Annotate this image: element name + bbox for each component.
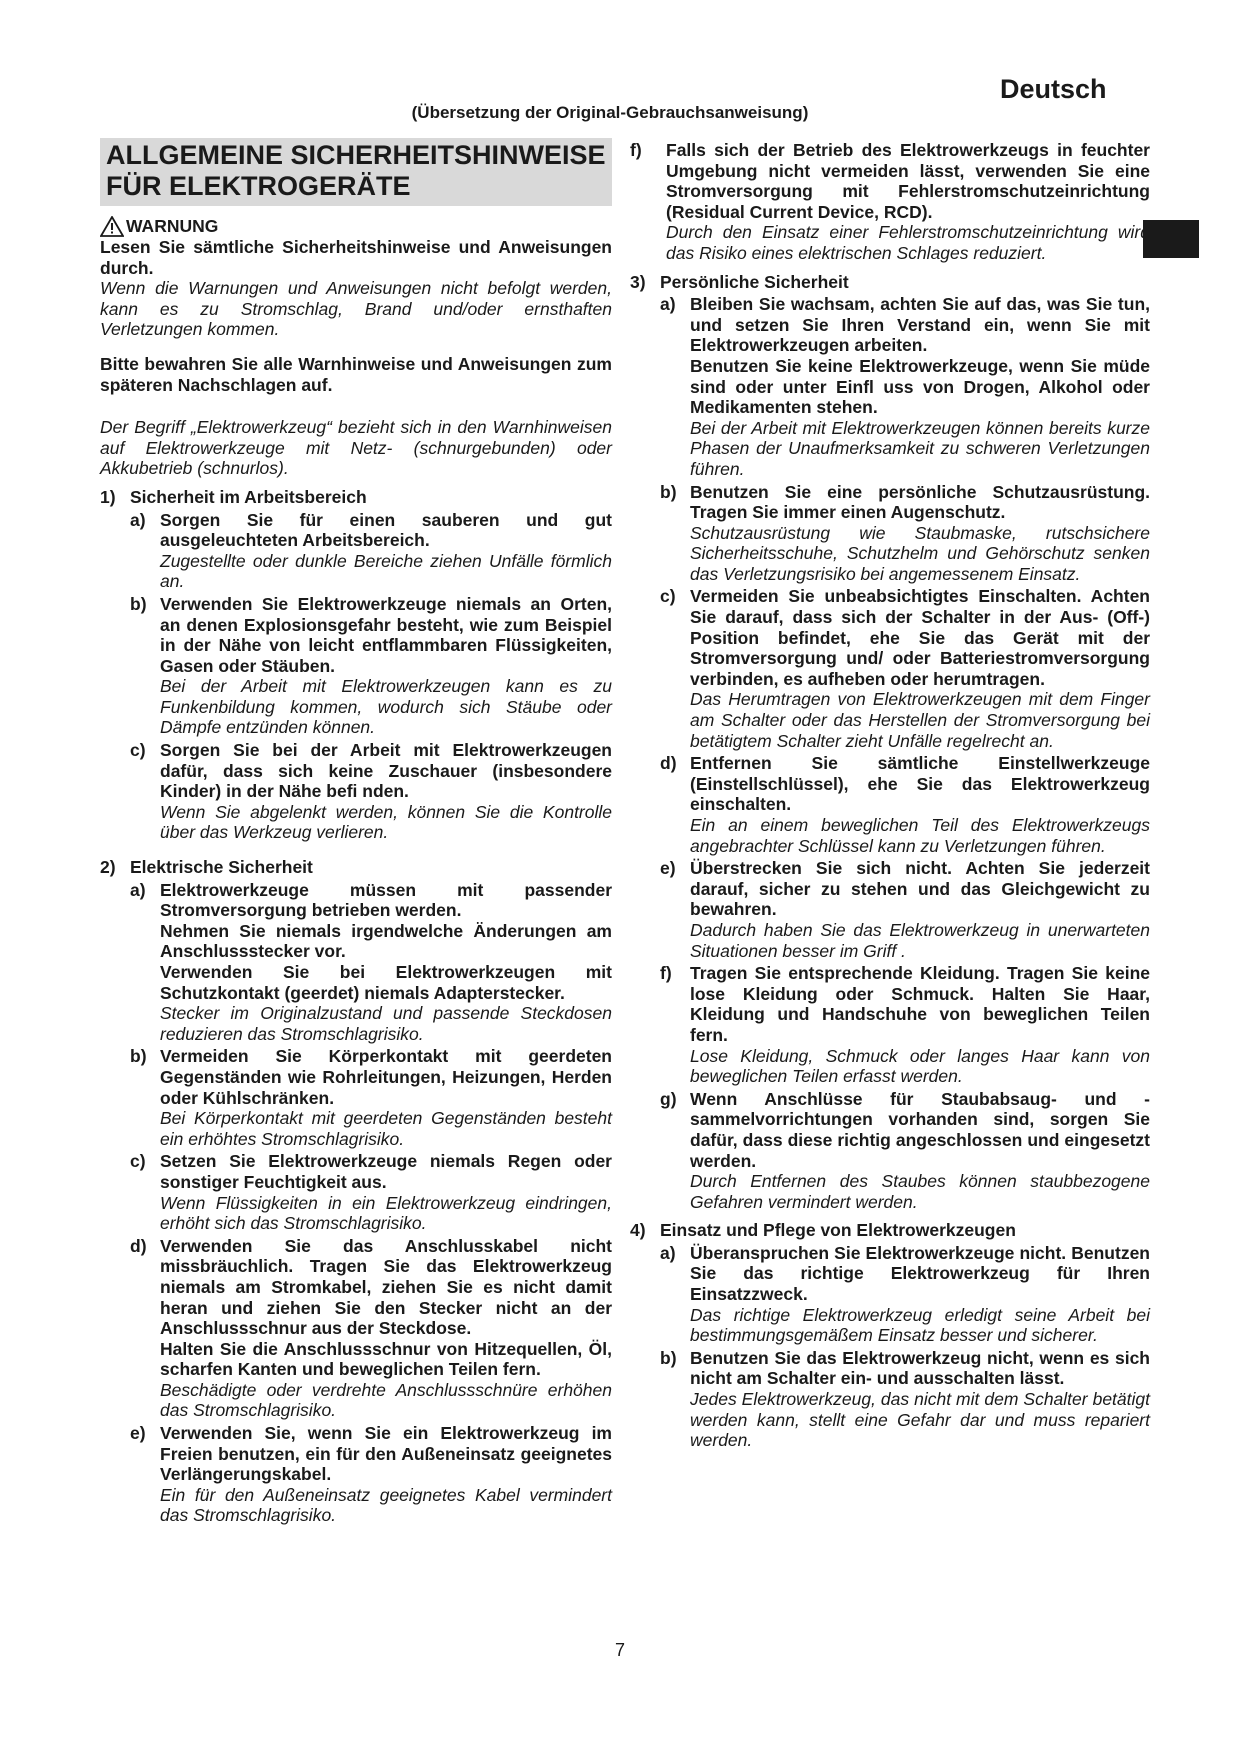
list-item: b) Benutzen Sie eine persönliche Schutzausrüstung. Tragen Sie immer einen Augenschutz. Schutzausrüstung wie Staubmaske, rutschsichere Sicherheitsschuhe, Schutzhelm und Gehörschutz senken das Verletzungsrisiko bei angemessenem Einsatz. (660, 481, 1150, 584)
list-item: c) Sorgen Sie bei der Arbeit mit Elektrowerkzeugen dafür, dass sich keine Zuschauer (insbesondere Kinder) in der Nähe befi nden. Wenn Sie abgelenkt werden, können Sie die Kontrolle über das Werkzeug verlieren. (130, 740, 612, 843)
warning-italic-text: Wenn die Warnungen und Anweisungen nicht befolgt werden, kann es zu Stromschlag, Brand und/oder ernsthaften Verletzungen kommen. (100, 278, 612, 340)
keep-instructions-text: Bitte bewahren Sie alle Warnhinweise und Anweisungen zum späteren Nachschlagen auf. (100, 353, 612, 395)
warning-bold-text: Lesen Sie sämtliche Sicherheitshinweise und Anweisungen durch. (100, 237, 612, 278)
list-item: b) Benutzen Sie das Elektrowerkzeug nicht, wenn es sich nicht am Schalter ein- und ausschalten lässt. Jedes Elektrowerkzeug, das nicht mit dem Schalter betätigt werden kann, stellt eine Gefahr dar und muss repariert werden. (660, 1347, 1150, 1451)
list-item: c) Vermeiden Sie unbeabsichtigtes Einschalten. Achten Sie darauf, dass sich der Schalter in der Aus- (Off-) Position befindet, ehe Sie das Gerät mit der Stromversorgung und/ oder Batteriestromversorgung verbinden, es aufheben oder herumtragen. Das Herumtragen von Elektrowerkzeugen mit dem Finger am Schalter oder das Herstellen der Stromversorgung bei betätigtem Schalter zieht Unfälle regelrecht an. (660, 586, 1150, 751)
list-item: f) Falls sich der Betrieb des Elektrowerkzeugs in feuchter Umgebung nicht vermeiden lässt, verwenden Sie eine Stromversorgung mit Fehlerstromschutzeinrichtung (Residual Current Device, RCD). Durch den Einsatz einer Fehlerstromschutzeinrichtung wird das Risiko eines elektrischen Schlages reduziert. (630, 140, 1150, 263)
list-item: a) Bleiben Sie wachsam, achten Sie auf das, was Sie tun, und setzen Sie Ihren Verstand ein, wenn Sie mit Elektrowerkzeugen arbeiten. Benutzen Sie keine Elektrowerkzeuge, wenn Sie müde sind oder unter Einfl uss von Drogen, Alkohol oder Medikamenten stehen. Bei der Arbeit mit Elektrowerkzeugen können bereits kurze Phasen der Unaufmerksamkeit zu schweren Verletzungen führen. (660, 294, 1150, 479)
list-item: a) Sorgen Sie für einen sauberen und gut ausgeleuchteten Arbeitsbereich. Zugestellte oder dunkle Bereiche ziehen Unfälle förmlich an. (130, 509, 612, 592)
section-heading: 1) Sicherheit im Arbeitsbereich (100, 486, 367, 507)
document-subtitle: (Übersetzung der Original-Gebrauchsanweisung) (411, 103, 809, 122)
language-label: Deutsch (1000, 74, 1107, 104)
section-heading: 3) Persönliche Sicherheit (630, 271, 849, 292)
list-item: e) Überstrecken Sie sich nicht. Achten Sie jederzeit darauf, sicher zu stehen und das Gleichgewicht zu bewahren. Dadurch haben Sie das Elektrowerkzeug in unerwarteten Situationen besser im Griff . (660, 858, 1150, 961)
page-number: 7 (614, 1640, 625, 1660)
left-column (100, 138, 612, 1526)
list-item: d) Entfernen Sie sämtliche Einstellwerkzeuge (Einstellschlüssel), ehe Sie das Elektrowerkzeug einschalten. Ein an einem beweglichen Teil des Elektrowerkzeugs angebrachter Schlüssel kann zu Verletzungen führen. (660, 753, 1150, 856)
right-column (630, 138, 1150, 1451)
list-item: e) Verwenden Sie, wenn Sie ein Elektrowerkzeug im Freien benutzen, ein für den Außeneinsatz geeignetes Verlängerungskabel. Ein für den Außeneinsatz geeignetes Kabel vermindert das Stromschlagrisiko. (130, 1423, 612, 1526)
list-item: g) Wenn Anschlüsse für Staubabsaug- und -sammelvorrichtungen vorhanden sind, sorgen Sie dafür, dass diese richtig angeschlossen und eingesetzt werden. Durch Entfernen des Staubes können staubbezogene Gefahren vermindert werden. (660, 1088, 1150, 1212)
term-definition-text: Der Begriff „Elektrowerkzeug“ bezieht sich in den Warnhinweisen auf Elektrowerkzeuge mit Netz- (schnurgebunden) oder Akkubetrieb (schnurlos). (100, 417, 612, 479)
section-heading: 2) Elektrische Sicherheit (100, 857, 313, 878)
list-item: b) Vermeiden Sie Körperkontakt mit geerdeten Gegenständen wie Rohrleitungen, Heizungen, Herden oder Kühlschränken. Bei Körperkontakt mit geerdeten Gegenständen besteht ein erhöhtes Stromschlagrisiko. (130, 1046, 612, 1149)
list-item: d) Verwenden Sie das Anschlusskabel nicht missbräuchlich. Tragen Sie das Elektrowerkzeug niemals am Stromkabel, ziehen Sie es nicht damit heran und ziehen Sie den Stecker nicht an der Anschlussschnur aus der Steckdose. Halten Sie die Anschlussschnur von Hitzequellen, Öl, scharfen Kanten und beweglichen Teilen fern. Beschädigte oder verdrehte Anschlussschnüre erhöhen das Stromschlagrisiko. (130, 1235, 612, 1421)
section-banner: ALLGEMEINE SICHERHEITSHINWEISE FÜR ELEKTROGERÄTE (100, 138, 612, 206)
warning-label: WARNUNG (126, 216, 219, 237)
section-heading: 4) Einsatz und Pflege von Elektrowerkzeugen (630, 1220, 1016, 1241)
list-item: b) Verwenden Sie Elektrowerkzeuge niemals an Orten, an denen Explosionsgefahr besteht, wie zum Beispiel in der Nähe von leicht entflammbaren Flüssigkeiten, Gasen oder Stäuben. Bei der Arbeit mit Elektrowerkzeugen kann es zu Funkenbildung kommen, wodurch sich Stäube oder Dämpfe entzünden können. (130, 593, 612, 738)
warning-triangle-icon (100, 216, 124, 237)
list-item: c) Setzen Sie Elektrowerkzeuge niemals Regen oder sonstiger Feuchtigkeit aus. Wenn Flüssigkeiten in ein Elektrowerkzeug eindringen, erhöht sich das Stromschlagrisiko. (130, 1151, 612, 1234)
list-item: a) Elektrowerkzeuge müssen mit passender Stromversorgung betrieben werden. Nehmen Sie niemals irgendwelche Änderungen am Anschlussstecker vor. Verwenden Sie bei Elektrowerkzeugen mit Schutzkontakt (geerdet) niemals Adapterstecker. Stecker im Originalzustand und passende Steckdosen reduzieren das Stromschlagrisiko. (130, 879, 612, 1044)
warning-heading (100, 216, 612, 237)
list-item: a) Überanspruchen Sie Elektrowerkzeuge nicht. Benutzen Sie das richtige Elektrowerkzeug für Ihren Einsatzzweck. Das richtige Elektrowerkzeug erledigt seine Arbeit bei bestimmungsgemäßem Einsatz besser und sicherer. (660, 1242, 1150, 1346)
list-item: f) Tragen Sie entsprechende Kleidung. Tragen Sie keine lose Kleidung oder Schmuck. Halten Sie Haar, Kleidung und Handschuhe von beweglichen Teilen fern. Lose Kleidung, Schmuck oder langes Haar kann von beweglichen Teilen erfasst werden. (660, 963, 1150, 1087)
section-tab-marker (1143, 220, 1199, 258)
